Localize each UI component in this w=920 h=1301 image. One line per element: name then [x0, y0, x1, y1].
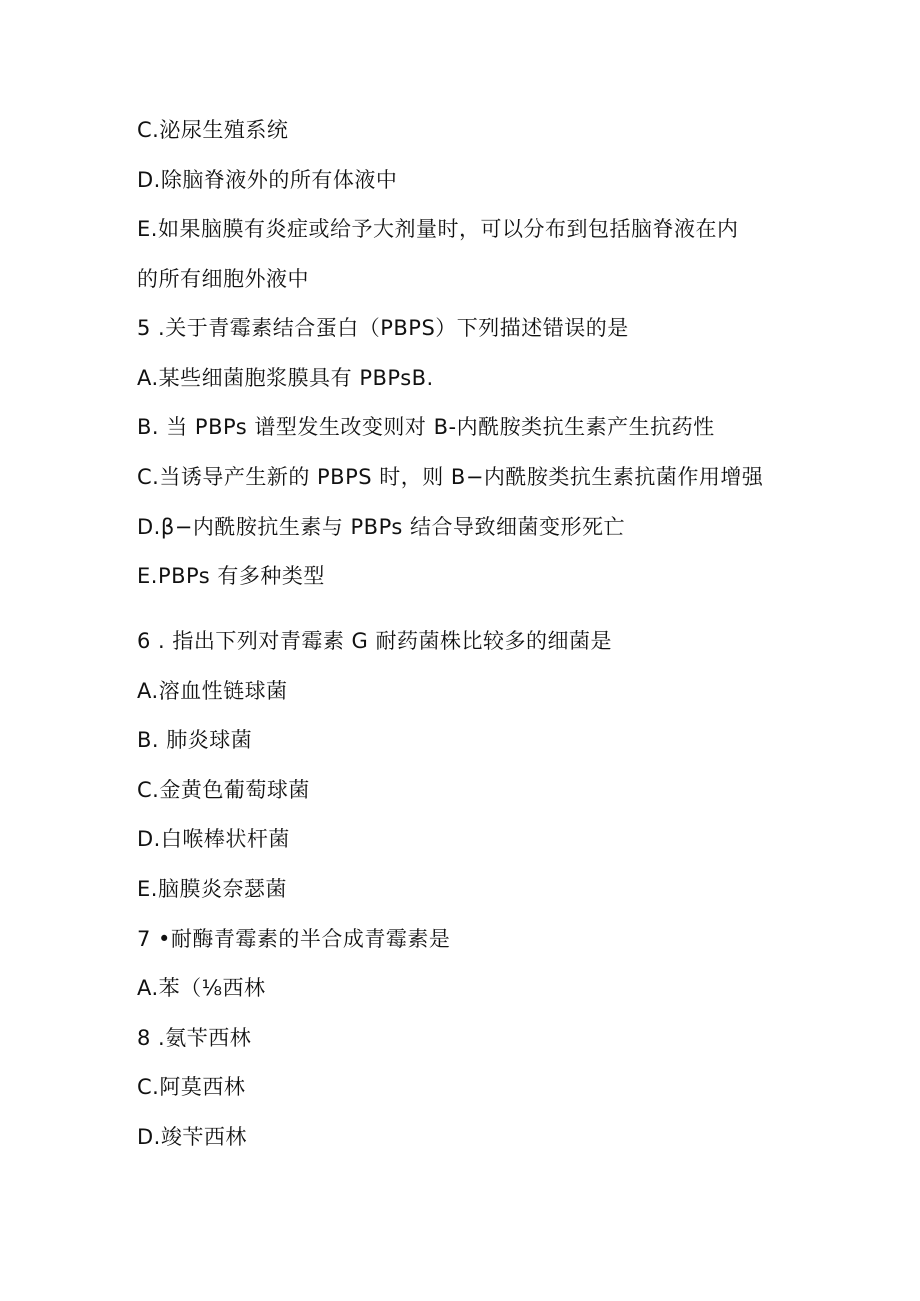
option-e-meningitis: E.如果脑膜有炎症或给予大剂量时，可以分布到包括脑脊液在内 [137, 217, 739, 241]
q5-option-e: E.PBPs 有多种类型 [137, 564, 325, 588]
q6-option-c: C.金黄色葡萄球菌 [137, 778, 310, 802]
q5-option-d: D.β−内酰胺抗生素与 PBPs 结合导致细菌变形死亡 [137, 515, 625, 539]
q6-option-b: B. 肺炎球菌 [137, 728, 253, 752]
option-d-body-fluids: D.除脑脊液外的所有体液中 [137, 168, 398, 192]
q5-option-a: A.某些细菌胞浆膜具有 PBPsB. [137, 366, 434, 390]
option-c-urogenital: C.泌尿生殖系统 [137, 118, 289, 142]
q5-option-c: C.当诱导产生新的 PBPS 时，则 B−内酰胺类抗生素抗菌作用增强 [137, 465, 764, 489]
q5-option-b: B. 当 PBPs 谱型发生改变则对 B-内酰胺类抗生素产生抗药性 [137, 415, 715, 439]
question-7: 7 •耐酶青霉素的半合成青霉素是 [137, 927, 451, 951]
q7-option-b: 8 .氨苄西林 [137, 1026, 252, 1050]
question-5: 5 .关于青霉素结合蛋白（PBPS）下列描述错误的是 [137, 316, 629, 340]
q7-option-c: C.阿莫西林 [137, 1075, 246, 1099]
q6-option-e: E.脑膜炎奈瑟菌 [137, 877, 287, 901]
q6-option-a: A.溶血性链球菌 [137, 679, 288, 703]
q6-option-d: D.白喉棒状杆菌 [137, 827, 290, 851]
q7-option-d: D.竣苄西林 [137, 1125, 247, 1149]
question-6: 6 . 指出下列对青霉素 G 耐药菌株比较多的细菌是 [137, 629, 613, 653]
q7-option-a: A.苯（⅛西林 [137, 976, 266, 1000]
option-e-continuation: 的所有细胞外液中 [137, 267, 309, 291]
